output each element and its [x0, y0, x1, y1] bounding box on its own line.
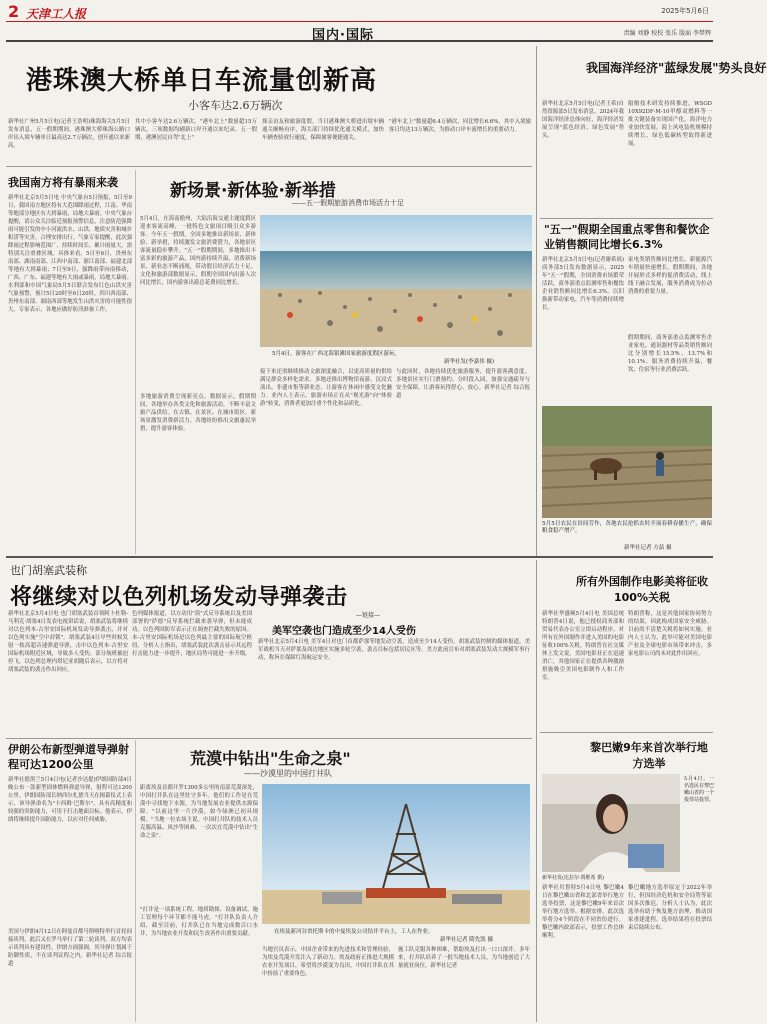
- bridge-col-4: "港车北上"数量超6.4万辆次，同比增长6.6%，其中入境旅客日均达13万辆次，为推动口岸车流增长的重要动力。: [389, 119, 531, 133]
- desert-col-4: 施工队克服各种困难，帮助埃及打出一口口深井。多年来，打井队培养了一批当地技术人员，为当地创造了大量就业岗位。新华社记者: [398, 947, 530, 969]
- divider: [6, 166, 532, 167]
- bridge-col-3: 探亲访友和旅游度假。当日港珠澳大桥进出境车辆通关顺畅有序，海关部门持续优化通关模式，加快车辆查验放行速度，保障旅客便捷通关。: [262, 119, 384, 141]
- retail-col-2: 家电类销售额同比增长，新能源汽车销量快速增长。假期期间，各地开展形式多样的促消费活动，线上线下融合发展，服务消费成为拉动消费的重要力量。: [628, 257, 712, 295]
- rig-photo: [262, 784, 530, 924]
- bridge-col-2: 其中小客车达2.6万辆次。"港车北上"数量超15万辆次，三项数据均刷新口岸开通以来纪录。五一假期，港澳居民自驾"北上": [135, 119, 257, 141]
- tourism-col-4: 与此同时，各地持续优化旅游服务，提升游客满意度。多地景区实行门票预约、分时段入园，加强交通疏导与安全保障，让游客玩得舒心、放心。新华社记者 综合报道: [396, 369, 530, 399]
- tourism-col-2: 多地旅游消费呈现新亮点。数据显示，假期期间，各地举办各类文化和旅游活动，不断丰富文旅产品供给。在古镇、在景区、在城市街区，新场景激发消费新活力。各地纷纷推出文旅惠民举措，提升游客体验。: [140, 394, 256, 432]
- headline-retail: "五一"假期全国重点零售和餐饮企业销售额同比增长6.3%: [544, 223, 710, 251]
- headline-ocean: 我国海洋经济"蓝绿发展"势头良好: [586, 61, 767, 75]
- subhead-tourism: ——五一假期旅游消费市场活力十足: [292, 199, 404, 207]
- iran-col-2: 美国与伊朗4月12日在阿曼首都马斯喀特举行首轮间接谈判，此后又在罗马举行了第二轮谈判。双方均表示谈判具有建设性。伊朗方面强调，其导弹计划属于防御性质，不在谈判议程之内。新华社记者 综合报道: [8, 929, 132, 967]
- retail-col-1: 新华社北京5月5日电(记者谢希瑶)商务部5日发布数据显示，2025年"五一"假期，全国消费市场繁荣活跃，商务部重点监测零售和餐饮企业销售额同比增长6.3%。以旧换新带动家电、汽车等消费持续增长。: [542, 257, 624, 311]
- subhead-desert: ——沙漠里的中国打井队: [244, 769, 332, 778]
- divider: [540, 218, 713, 219]
- retail-col-3: 假期期间，商务部重点监测零售企业家电、通讯器材等品类销售额同比分别增长15.5%、13.7%和10.1%。服务消费持续升温，餐饮、住宿等行业消费活跃。: [628, 335, 712, 373]
- us-strike-body: 新华社北京5月4日电 美军4日对也门首都萨那等地发动空袭，造成至少14人受伤。胡塞武装控制的媒体报道，美军战机当天对萨那及周边地区实施多轮空袭，袭击目标包括居民区等。美方此前宣布对胡塞武装发动大规模军事行动，称旨在保障红海航运安全。: [258, 639, 530, 661]
- houthi-col-1: 新华社北京5月4日电 也门胡塞武装首领阿卜杜勒-马利克·胡塞4日发表电视讲话说，胡塞武装将继续对以色列本-古里安国际机场发动导弹袭击，并对以色列实施"空中封锁"。胡塞武装4日早些时候发射一枚高超音速弹道导弹，击中以色列本-古里安国际机场附近区域，导致多人受伤，部分航班被迫停飞。以色列总理内塔尼亚胡随后表示，以方将对胡塞武装的袭击作出回应。: [8, 611, 128, 673]
- tourism-col-3: 接下来还需继续推动文旅深度融合，以更高质量的供给满足群众多样化需求。多地还推出博物馆夜游、沉浸式演出、非遗市集等新业态，让游客在休闲中感受文化魅力。业内人士表示，旅游市场正在从"观光游"向"体验游"转变，消费者更加注重个性化和品质化。: [260, 369, 392, 407]
- headline-us-strike: 美军空袭也门造成至少14人受伤: [272, 626, 416, 637]
- tourism-photo-credit: 新华社发(李嘉伟 摄): [444, 359, 495, 365]
- desert-col-1: 距离埃及首都开罗1300多公里的南部荒漠深处，中国打井队在这里驻守多年。他们的工作是在荒漠中寻找地下水源，为当地发展农业提供水源保障。"以前这里一片沙漠，如今绿洲已初具规模。"当地一位农场主说。中国打井队的技术人员克服高温、风沙等困难，一次次在荒漠中钻出"生命之泉"。: [140, 785, 258, 839]
- section-bar: [6, 22, 713, 42]
- lebanon-col-1: 新华社贝鲁特5月4日电 黎巴嫩4日在黎巴嫩山省和北部省举行地方选举投票，这是黎巴嫩9年来首次举行地方选举。根据安排，此次选举将分4个阶段在不同省份进行。黎巴嫩内政部表示，投票工作总体顺利。: [542, 885, 624, 939]
- tourism-caption: 5月4日，游客在广西北海银滩国家旅游度假区游玩。: [272, 351, 401, 357]
- desert-caption: 在埃及新河谷省托斯卡的中曼埃及公司钻井平台上，工人在作业。: [274, 929, 434, 935]
- headline-iran: 伊朗公布新型弹道导弹射程可达1200公里: [8, 743, 129, 771]
- field-photo: [542, 406, 712, 518]
- film-col-1: 新华社华盛顿5月4日电 美国总统特朗普4日说，他已授权商务部和贸易代表办公室立即启动程序，对所有在外国制作并进入美国的电影征收100%关税。特朗普在社交媒体上发文说，美国电影业正在迅速消亡，其他国家正在提供各种激励措施吸引美国电影制作人和工作室。: [542, 611, 624, 681]
- headline-rain: 我国南方将有暴雨来袭: [8, 176, 118, 189]
- headline-desert: 荒漠中钻出"生命之泉": [190, 749, 351, 768]
- masthead: [6, 2, 713, 22]
- divider: [6, 738, 532, 739]
- headline-tourism: 新场景·新体验·新举措: [170, 181, 336, 201]
- headline-bridge: 港珠澳大桥单日车流量创新高: [26, 66, 378, 96]
- bridge-col-1: 新华社广州5月5日电(记者王浩明)珠海海关5月5日发布消息，五一假期期间，港珠澳大桥珠海公路口岸出入境车辆单日最高达2.7万辆次，创开通以来新高。: [8, 119, 130, 149]
- voter-photo: [542, 774, 680, 872]
- headline-lebanon: 黎巴嫩9年来首次举行地方选举: [590, 741, 708, 770]
- beach-photo-image: [260, 215, 532, 347]
- credits-line: 责编 刘静 校校 张乐 版面 李梦辉: [623, 30, 711, 37]
- headline-houthi: 将继续对以色列机场发动导弹袭击: [10, 585, 348, 610]
- film-col-2: 特朗普称，这是其他国家协同努力的结果，因此构成国家安全威胁。目前尚不清楚关税将如何实施。业内人士认为，此举可能对美国电影产业及全球电影市场带来冲击，多家电影公司尚未对此作出回应。: [628, 611, 712, 657]
- voter-photo-image: [542, 774, 680, 872]
- divider: [536, 46, 537, 556]
- rain-body: 新华社北京5月5日电 中央气象台5日预报，5日至9日，我国南方地区将有大范围降雨过程，江南、华南等地部分地区有大到暴雨，局地大暴雨。中央气象台提醒，请公众关注临近预报预警信息，注意防范强降雨可能引发的中小河流洪水、山洪、地质灾害和城乡积涝等灾害，合理安排出行。气象专家提醒，此次强降雨过程影响范围广、持续时间长、累计雨量大，需特别关注重叠区域。具体来看，5日至6日，贵州东南部、湖南南部、江西中南部、浙江南部、福建北部等地有大到暴雨；7日至9日，强降雨带向南移动，广西、广东、福建等地有大雨或暴雨，局地大暴雨。水利部和中国气象局5月5日联合发布红色山洪灾害气象预警，预计5日20时至6日20时，四川西南部、贵州东南部、湖南西部等地发生山洪灾害的可能性很大。专家表示，各地应做好防汛准备工作。: [8, 195, 132, 313]
- issue-date: 2025年5月6日: [661, 7, 709, 15]
- desert-col-3: 当地官员表示，中国企业带来的先进技术和管理经验，为埃及荒漠开发注入了新动力。埃及政府正推进大规模农业开发项目，希望将沙漠变为良田，中国打井队在其中扮演了重要角色。: [262, 947, 394, 977]
- retail-photo-credit: 新华社记者 方喆 摄: [624, 545, 672, 551]
- section-title: 国内·国际: [312, 28, 374, 43]
- kicker-link: —链接—: [356, 612, 381, 619]
- divider: [536, 560, 537, 1022]
- headline-film: 所有外国制作电影美将征收100%关税: [576, 575, 708, 604]
- beach-photo: [260, 215, 532, 347]
- houthi-col-2: 色列媒体报道，以方动用"箭"式反导系统以及美国部署的"萨德"反导系统拦截来袭导弹，但未能成功。以色列国防军表示正在调查拦截失败的原因。本-古里安国际机场是以色列最主要的国际航空枢纽。分析人士指出，胡塞武装此次袭击显示其远程打击能力进一步提升，地区局势可能进一步升级。: [132, 611, 252, 657]
- kicker-houthi: 也门胡塞武装称: [10, 564, 87, 577]
- retail-caption: 5月5日农民在田间劳作，各地农民抢抓农时开展春耕春播生产，确保粮食稳产增产。: [542, 521, 712, 534]
- field-photo-image: [542, 406, 712, 518]
- iran-col-1: 新华社德黑兰5月4日电(记者沙达提)伊朗国防部4日晚公布一款新型固体燃料弹道导弹，射程可达1200公里。伊朗国防部长纳西尔扎德当天在揭幕仪式上表示，该导弹命名为"卡西姆·巴斯尔"，具有高精度和较强的突防能力，可用于打击地面目标。他表示，伊朗将继续提升国防能力，以应对任何威胁。: [8, 777, 132, 823]
- desert-col-2: "打井是一项系统工程，地质勘探、设备调试、施工管理每个环节都不能马虎。"打井队负责人介绍，截至目前，打井队已在当地完成数百口水井，为当地农业开发和民生改善作出重要贡献。: [140, 907, 258, 937]
- rig-photo-image: [262, 784, 530, 924]
- ocean-col-1: 新华社北京5月5日电(记者王希)自然资源部5日发布消息，2024年我国海洋经济总体向好，海洋经济发展呈现"蓝色经济、绿色发展"势头。: [542, 101, 624, 139]
- divider: [6, 556, 713, 558]
- lebanon-photo-credit: 新华社发(比拉尔·贾维希 摄): [542, 875, 605, 881]
- tourism-col-1: 5月4日，在海南儋州，大陆沿海交通主题度假区迎来客流高峰，一批特色文旅项目吸引众多游客。今年五一假期，全国多地推出新场景、新体验、新举措，持续激发文旅消费潜力，各地景区客流量稳步攀升。"五一"假期期间，多地推出丰富多彩的旅游产品，国内游持续升温，消费新场景、新业态不断涌现，带动假日经济活力十足。文化和旅游部数据显示，假期全国国内出游人次同比增长，国内游客出游总花费同比增长。: [140, 216, 256, 286]
- paper-name: 天津工人报: [26, 7, 87, 21]
- lebanon-caption: 5月4日，一名选民在黎巴嫩山省的一个投票站投票。: [684, 776, 715, 803]
- desert-photo-credit: 新华社记者 隋先凯 摄: [440, 937, 493, 943]
- divider: [540, 732, 713, 733]
- lebanon-col-2: 黎巴嫩地方选举原定于2022年举行，但因经济危机和安全局势等原因多次推迟。分析人士认为，此次选举有助于恢复地方治理，推动国家重建进程。选举结果将在投票结束后陆续公布。: [628, 885, 712, 931]
- divider: [135, 740, 136, 1022]
- ocean-col-2: 船舶技术研发持续推进，WSGD 10X92DF-M-10甲醇双燃料等一批关键装备实现国产化。海洋电力业加快发展，海上风电装机规模持续增长，绿色低碳转型取得新进展。: [628, 101, 712, 147]
- divider: [135, 170, 136, 554]
- subhead-bridge: 小客车达2.6万辆次: [188, 99, 283, 112]
- page-number: 2: [8, 2, 20, 21]
